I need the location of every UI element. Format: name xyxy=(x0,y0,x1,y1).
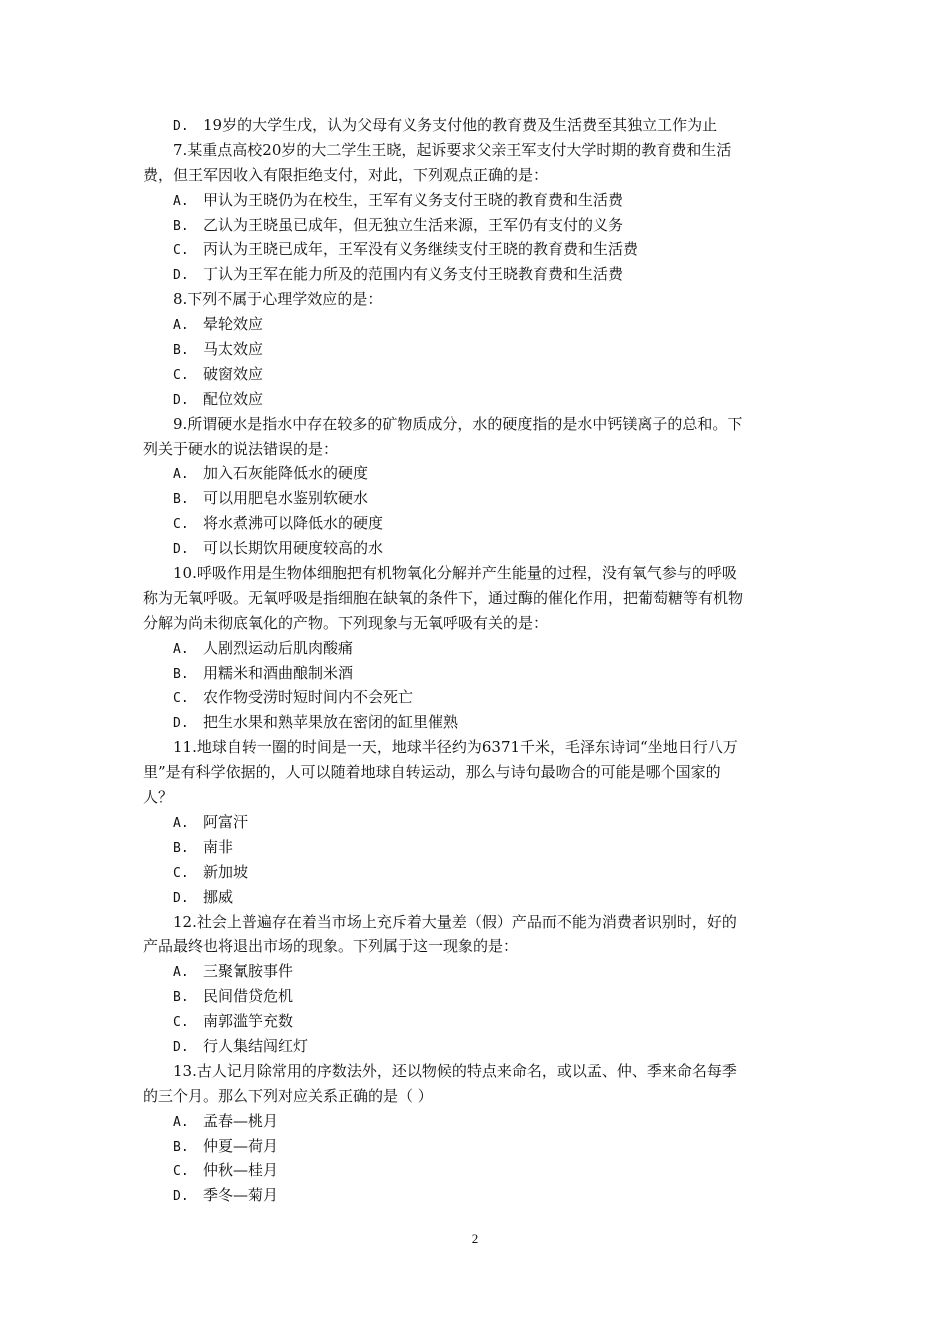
option-letter: A. xyxy=(173,641,189,657)
option-text: 丙认为王晓已成年，王军没有义务继续支付王晓的教育费和生活费 xyxy=(203,240,639,259)
option-text: 配位效应 xyxy=(203,389,264,408)
question-text: 11.地球自转一圈的时间是一天，地球半径约为6371千米，毛泽东诗词“坐地日行八万 xyxy=(173,738,738,757)
option-text: 南郭滥竽充数 xyxy=(203,1012,294,1031)
answer-option xyxy=(143,810,808,835)
answer-option xyxy=(143,213,808,238)
option-text: 挪威 xyxy=(203,887,234,906)
option-text: 将水煮沸可以降低水的硬度 xyxy=(203,514,384,533)
option-text: 甲认为王晓仍为在校生，王军有义务支付王晓的教育费和生活费 xyxy=(203,190,624,209)
option-text: 乙认为王晓虽已成年，但无独立生活来源，王军仍有支付的义务 xyxy=(203,215,624,234)
option-letter: A. xyxy=(173,815,189,831)
option-text: 用糯米和酒曲酿制米酒 xyxy=(203,663,354,682)
answer-option xyxy=(143,1183,808,1208)
answer-option xyxy=(143,362,808,387)
option-text: 丁认为王军在能力所及的范围内有义务支付王晓教育费和生活费 xyxy=(203,265,624,284)
option-letter: D. xyxy=(173,392,189,408)
question-text: 13.古人记月除常用的序数法外，还以物候的特点来命名，或以孟、仲、季来命名每季 xyxy=(173,1061,737,1080)
answer-option xyxy=(143,113,808,138)
option-text: 孟春—桃月 xyxy=(203,1111,279,1130)
option-letter: C. xyxy=(173,691,189,707)
option-letter: A. xyxy=(173,467,189,483)
answer-option xyxy=(143,312,808,337)
option-text: 新加坡 xyxy=(203,862,249,881)
question-text: 12.社会上普遍存在着当市场上充斥着大量差（假）产品而不能为消费者识别时，好的 xyxy=(173,912,737,931)
option-text: 19岁的大学生戊，认为父母有义务支付他的教育费及生活费至其独立工作为止 xyxy=(203,116,718,134)
option-text: 季冬—菊月 xyxy=(203,1186,279,1205)
option-letter: D. xyxy=(173,119,189,134)
option-letter: D. xyxy=(173,542,189,558)
option-text: 把生水果和熟苹果放在密闭的缸里催熟 xyxy=(203,713,459,732)
option-text: 南非 xyxy=(203,837,234,856)
answer-option xyxy=(143,1109,808,1134)
option-text: 阿富汗 xyxy=(203,812,249,831)
answer-option xyxy=(143,1158,808,1183)
option-text: 破窗效应 xyxy=(203,364,264,383)
answer-option xyxy=(143,685,808,710)
answer-option xyxy=(143,262,808,287)
option-text: 可以长期饮用硬度较高的水 xyxy=(203,539,384,558)
option-letter: A. xyxy=(173,1114,189,1130)
answer-option xyxy=(143,486,808,511)
answer-option xyxy=(143,1034,808,1059)
option-text: 仲夏—荷月 xyxy=(203,1136,279,1155)
answer-option xyxy=(143,885,808,910)
question-text-continued: 分解为尚未彻底氧化的产物。下列现象与无氧呼吸有关的是： xyxy=(143,613,549,632)
option-letter: B. xyxy=(173,343,189,359)
question-text-continued: 列关于硬水的说法错误的是： xyxy=(143,439,339,458)
page-number: 2 xyxy=(471,1231,479,1246)
option-letter: B. xyxy=(173,666,189,682)
option-letter: D. xyxy=(173,1189,189,1205)
option-text: 晕轮效应 xyxy=(203,315,264,334)
answer-option xyxy=(143,536,808,561)
option-letter: B. xyxy=(173,990,189,1006)
option-letter: D. xyxy=(173,1039,189,1055)
question-text-continued: 产品最终也将退出市场的现象。下列属于这一现象的是： xyxy=(143,937,519,956)
option-text: 可以用肥皂水鉴别软硬水 xyxy=(203,489,369,508)
answer-option xyxy=(143,337,808,362)
question-text-continued: 称为无氧呼吸。无氧呼吸是指细胞在缺氧的条件下，通过酶的催化作用，把葡萄糖等有机物 xyxy=(143,588,744,607)
answer-option xyxy=(143,984,808,1009)
answer-option xyxy=(143,1134,808,1159)
answer-option xyxy=(143,387,808,412)
answer-option xyxy=(143,636,808,661)
option-text: 行人集结闯红灯 xyxy=(203,1036,309,1055)
option-letter: C. xyxy=(173,517,189,533)
question-text-continued: 费，但王军因收入有限拒绝支付，对此，下列观点正确的是： xyxy=(143,165,549,184)
answer-option xyxy=(143,461,808,486)
answer-option xyxy=(143,1009,808,1034)
question-text-continued: 里”是有科学依据的，人可以随着地球自转运动，那么与诗句最吻合的可能是哪个国家的 xyxy=(143,763,721,782)
option-letter: D. xyxy=(173,890,189,906)
document-body xyxy=(143,113,808,1208)
option-letter: C. xyxy=(173,243,189,259)
option-text: 马太效应 xyxy=(203,340,264,359)
option-letter: C. xyxy=(173,367,189,383)
option-text: 人剧烈运动后肌肉酸痛 xyxy=(203,638,354,657)
option-letter: B. xyxy=(173,492,189,508)
answer-option xyxy=(143,835,808,860)
question-text: 9.所谓硬水是指水中存在较多的矿物质成分，水的硬度指的是水中钙镁离子的总和。下 xyxy=(173,414,743,433)
option-text: 农作物受涝时短时间内不会死亡 xyxy=(203,688,414,707)
option-letter: D. xyxy=(173,268,189,284)
option-text: 三聚氰胺事件 xyxy=(203,962,294,981)
answer-option xyxy=(143,237,808,262)
option-letter: A. xyxy=(173,193,189,209)
option-text: 民间借贷危机 xyxy=(203,987,294,1006)
option-letter: D. xyxy=(173,716,189,732)
option-letter: A. xyxy=(173,965,189,981)
option-letter: B. xyxy=(173,218,189,234)
option-letter: B. xyxy=(173,840,189,856)
option-text: 仲秋—桂月 xyxy=(203,1161,279,1180)
answer-option xyxy=(143,710,808,735)
question-text: 10.呼吸作用是生物体细胞把有机物氧化分解并产生能量的过程，没有氧气参与的呼吸 xyxy=(173,564,737,583)
question-text: 8.下列不属于心理学效应的是： xyxy=(173,290,383,309)
option-text: 加入石灰能降低水的硬度 xyxy=(203,464,369,483)
option-letter: B. xyxy=(173,1139,189,1155)
option-letter: C. xyxy=(173,865,189,881)
answer-option xyxy=(143,188,808,213)
answer-option xyxy=(143,511,808,536)
option-letter: C. xyxy=(173,1015,189,1031)
answer-option xyxy=(143,860,808,885)
answer-option xyxy=(143,661,808,686)
question-text-continued: 人？ xyxy=(143,788,174,807)
option-letter: C. xyxy=(173,1164,189,1180)
question-text: 7.某重点高校20岁的大二学生王晓，起诉要求父亲王军支付大学时期的教育费和生活 xyxy=(173,140,732,159)
answer-option xyxy=(143,959,808,984)
question-text-continued: 的三个月。那么下列对应关系正确的是（ ） xyxy=(143,1086,433,1105)
option-letter: A. xyxy=(173,318,189,334)
